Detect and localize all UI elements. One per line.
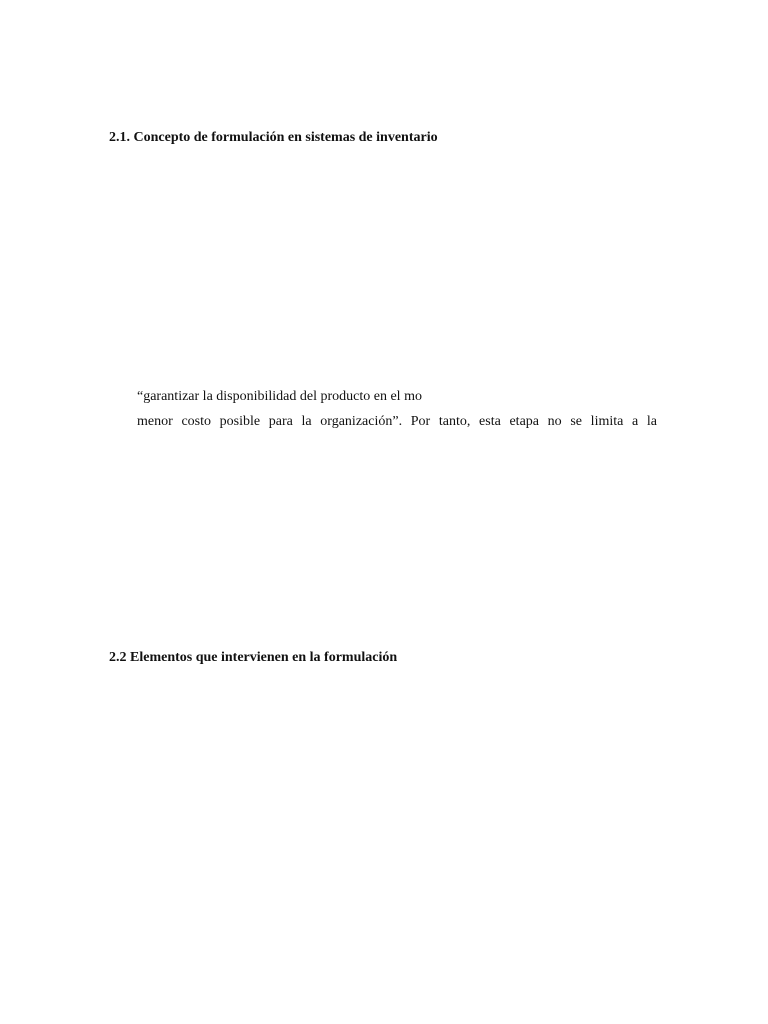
paragraph-line-2: menor costo posible para la organización”. Por tanto, esta etapa no se limita a la [137, 414, 657, 429]
section-heading-2-2: 2.2 Elementos que intervienen en la formulación [109, 650, 398, 665]
section-heading-2-1: 2.1. Concepto de formulación en sistemas de inventario [109, 130, 438, 145]
paragraph-line-1: “garantizar la disponibilidad del producto en el mo [137, 389, 422, 404]
